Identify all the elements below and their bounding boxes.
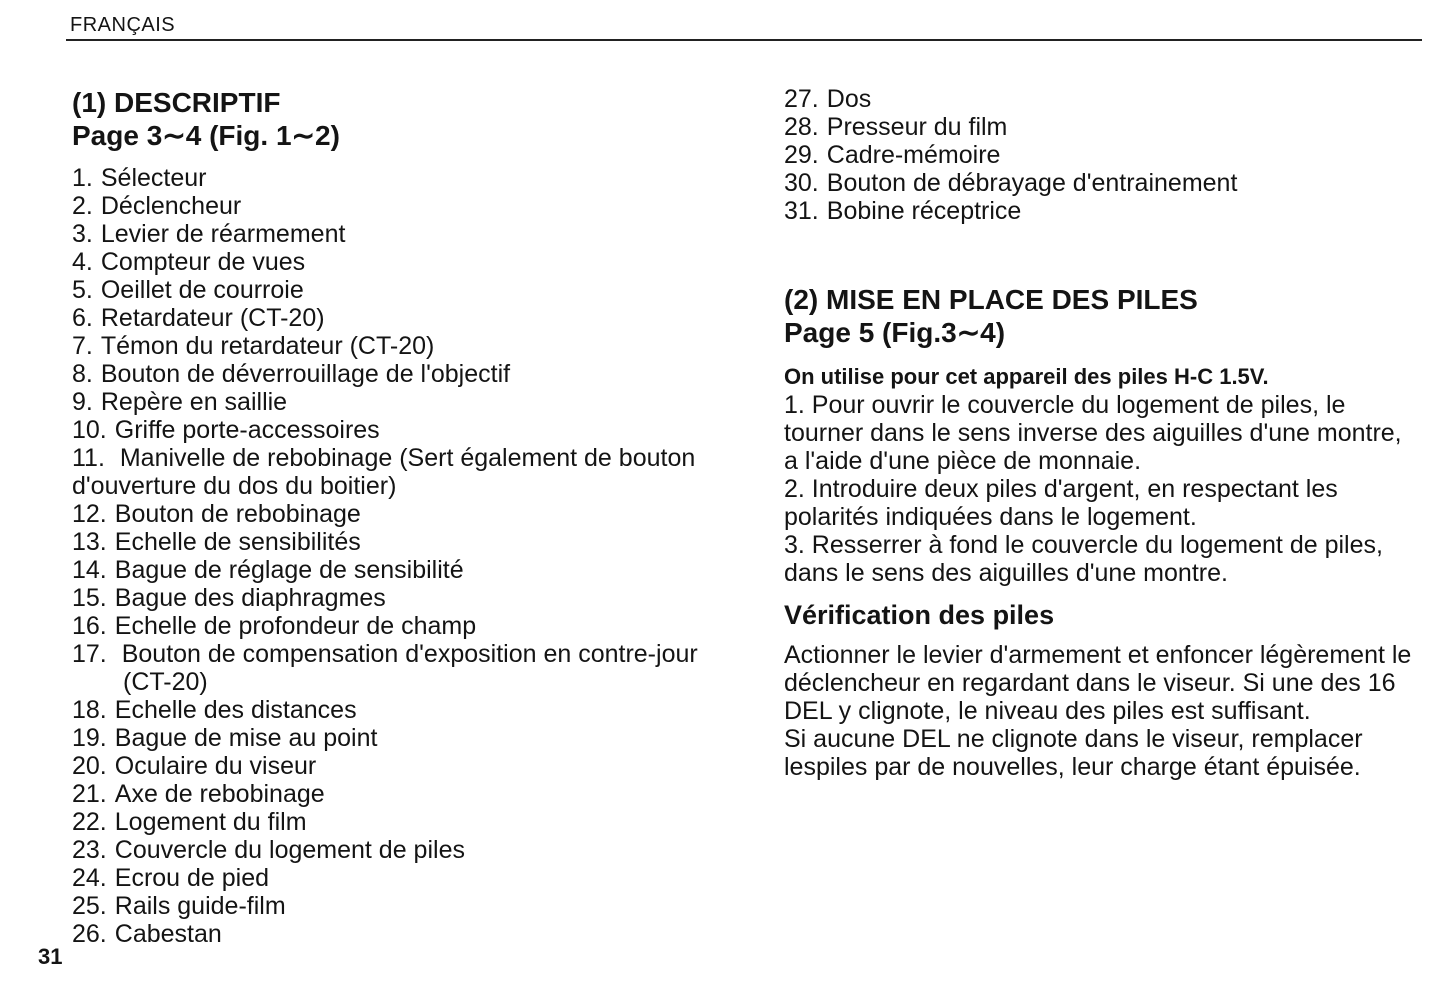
item-text: Echelle de sensibilités <box>114 528 361 556</box>
item-number: 11. <box>72 444 105 472</box>
item-number: 4. <box>72 248 93 276</box>
item-text: Repère en saillie <box>100 388 288 416</box>
item-number: 16. <box>72 612 107 640</box>
item-text: Compteur de vues <box>100 248 306 276</box>
item-number: 25. <box>72 892 107 920</box>
list-item <box>72 304 712 332</box>
item-text: Axe de rebobinage <box>114 780 325 808</box>
list-item <box>784 141 1414 169</box>
left-column <box>72 86 712 948</box>
list-item <box>72 752 712 780</box>
section-2-title: (2) MISE EN PLACE DES PILES <box>784 284 1198 315</box>
battery-type-note: On utilise pour cet appareil des piles H-C 1.5V. <box>784 364 1269 389</box>
section-2-page-ref: Page 5 (Fig.3∼4) <box>784 317 1006 348</box>
item-text: Echelle des distances <box>114 696 357 724</box>
list-item <box>72 780 712 808</box>
list-item <box>72 276 712 304</box>
item-text: Bouton de déverrouillage de l'objectif <box>100 360 511 388</box>
item-text: Echelle de profondeur de champ <box>114 612 477 640</box>
section-1-heading <box>72 86 712 152</box>
section-1-title: (1) DESCRIPTIF <box>72 87 281 118</box>
item-number: 5. <box>72 276 93 304</box>
step-2: 2. Introduire deux piles d'argent, en respectant les polarités indiquées dans le logement. <box>784 475 1338 531</box>
list-item <box>784 113 1414 141</box>
item-text: Bouton de débrayage d'entrainement <box>826 169 1238 197</box>
parts-list <box>72 164 712 948</box>
item-number: 9. <box>72 388 93 416</box>
list-item <box>72 164 712 192</box>
item-text: Presseur du film <box>826 113 1008 141</box>
item-number: 31. <box>784 197 819 225</box>
item-text: Oeillet de courroie <box>100 276 304 304</box>
item-text: Griffe porte-accessoires <box>114 416 380 444</box>
item-text: Couvercle du logement de piles <box>114 836 465 864</box>
item-text: Déclencheur <box>100 192 242 220</box>
item-number: 6. <box>72 304 93 332</box>
item-text: Logement du film <box>114 808 307 836</box>
list-item <box>72 640 712 696</box>
parts-list-continued <box>784 85 1414 225</box>
item-number: 15. <box>72 584 107 612</box>
list-item <box>72 332 712 360</box>
item-number: 24. <box>72 864 107 892</box>
item-number: 8. <box>72 360 93 388</box>
item-number: 21. <box>72 780 107 808</box>
list-item <box>72 612 712 640</box>
list-item <box>72 360 712 388</box>
item-number: 10. <box>72 416 107 444</box>
right-column <box>784 85 1414 781</box>
item-number: 14. <box>72 556 107 584</box>
list-item <box>72 920 712 948</box>
item-number: 18. <box>72 696 107 724</box>
item-text: Cadre-mémoire <box>826 141 1001 169</box>
list-item <box>784 197 1414 225</box>
item-text: Témon du retardateur (CT-20) <box>100 332 435 360</box>
item-text: Bague de mise au point <box>114 724 378 752</box>
item-number: 23. <box>72 836 107 864</box>
item-text: Bobine réceptrice <box>826 197 1022 225</box>
step-3: 3. Resserrer à fond le couvercle du logement de piles, dans le sens des aiguilles d'une montre. <box>784 531 1383 587</box>
list-item <box>72 248 712 276</box>
item-text: Retardateur (CT-20) <box>100 304 325 332</box>
item-text: Cabestan <box>114 920 222 948</box>
section-2-heading <box>784 283 1414 349</box>
item-number: 30. <box>784 169 819 197</box>
item-text: Bague de réglage de sensibilité <box>114 556 464 584</box>
item-text: Rails guide-film <box>114 892 286 920</box>
header-divider <box>66 39 1422 41</box>
list-item <box>72 528 712 556</box>
item-number: 12. <box>72 500 107 528</box>
item-number: 28. <box>784 113 819 141</box>
item-text: Bouton de rebobinage <box>114 500 361 528</box>
section-2 <box>784 283 1414 781</box>
list-item <box>72 556 712 584</box>
item-number: 7. <box>72 332 93 360</box>
list-item <box>72 836 712 864</box>
page-number: 31 <box>38 944 63 969</box>
language-label: FRANÇAIS <box>70 14 176 36</box>
item-number: 13. <box>72 528 107 556</box>
item-number: 26. <box>72 920 107 948</box>
item-number: 27. <box>784 85 819 113</box>
item-text: Bague des diaphragmes <box>114 584 386 612</box>
item-text: Levier de réarmement <box>100 220 346 248</box>
list-item <box>72 220 712 248</box>
item-text: Ecrou de pied <box>114 864 270 892</box>
list-item <box>72 808 712 836</box>
list-item <box>72 584 712 612</box>
list-item <box>784 169 1414 197</box>
list-item <box>72 444 712 500</box>
battery-check-paragraph-1: Actionner le levier d'armement et enfoncer légèrement le déclencheur en regardant dans le viseur. Si une des 16 DEL y clignote, le niveau des piles est suffisant. <box>784 641 1412 725</box>
list-item <box>72 192 712 220</box>
item-number: 1. <box>72 164 93 192</box>
item-text: Dos <box>826 85 872 113</box>
item-number: 2. <box>72 192 93 220</box>
item-text: Bouton de compensation d'exposition en contre-jour (CT-20) <box>121 640 698 696</box>
battery-check-heading: Vérification des piles <box>784 600 1055 630</box>
list-item <box>72 500 712 528</box>
section-1-page-ref: Page 3∼4 (Fig. 1∼2) <box>72 120 340 151</box>
item-number: 3. <box>72 220 93 248</box>
battery-check-paragraph-2: Si aucune DEL ne clignote dans le viseur, remplacer lespiles par de nouvelles, leur charge étant épuisée. <box>784 725 1363 781</box>
step-1: 1. Pour ouvrir le couvercle du logement de piles, le tourner dans le sens inverse des aiguilles d'une montre, a l'aide d'une pièce de monnaie. <box>784 391 1402 475</box>
item-text: Sélecteur <box>100 164 207 192</box>
list-item <box>72 724 712 752</box>
item-number: 19. <box>72 724 107 752</box>
item-number: 22. <box>72 808 107 836</box>
item-text: Oculaire du viseur <box>114 752 317 780</box>
list-item <box>784 85 1414 113</box>
list-item <box>72 416 712 444</box>
list-item <box>72 864 712 892</box>
list-item <box>72 388 712 416</box>
list-item <box>72 696 712 724</box>
item-text: Manivelle de rebobinage (Sert également de bouton d'ouverture du dos du boitier) <box>72 444 696 500</box>
item-number: 20. <box>72 752 107 780</box>
list-item <box>72 892 712 920</box>
item-number: 29. <box>784 141 819 169</box>
item-number: 17. <box>72 640 107 668</box>
